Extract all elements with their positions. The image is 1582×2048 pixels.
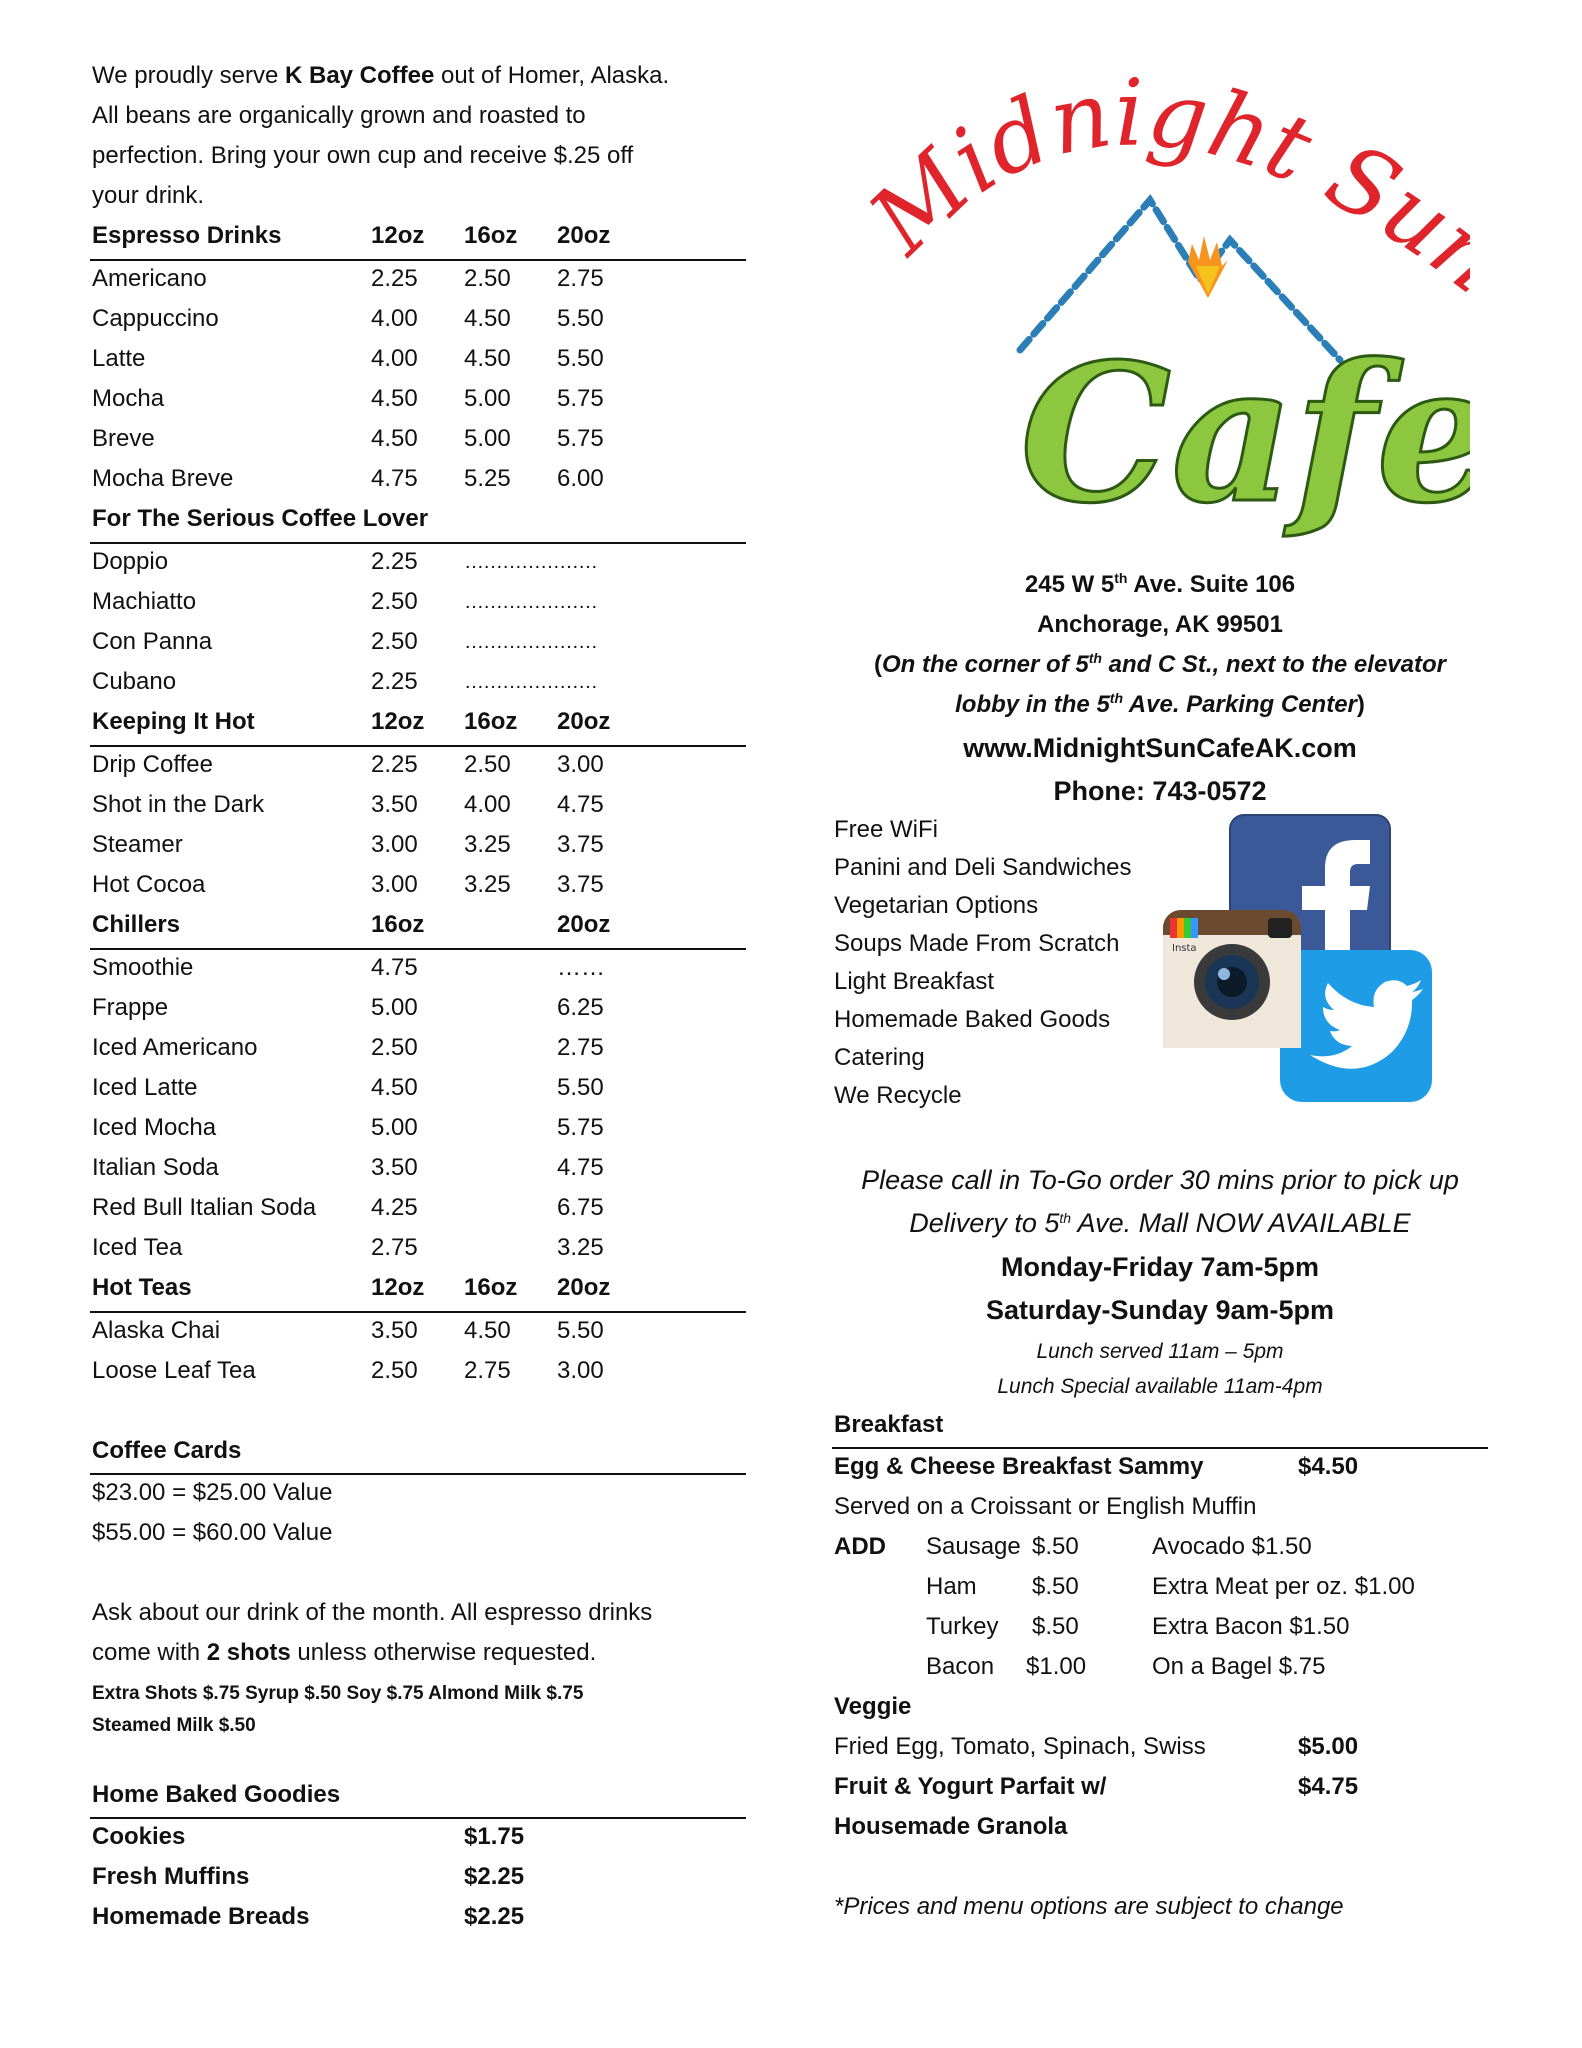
- item-name: Smoothie: [92, 954, 194, 981]
- item-price: 2.75: [371, 1234, 418, 1261]
- item-price: 2.75: [557, 265, 604, 292]
- item-price: 2.25: [371, 548, 418, 575]
- item-price: 4.75: [371, 465, 418, 492]
- extras-line: Extra Shots $.75 Syrup $.50 Soy $.75 Almond Milk $.75: [92, 1683, 584, 1704]
- intro-line-4: your drink.: [92, 182, 205, 209]
- size-header: 16oz: [464, 708, 518, 735]
- item-price: 5.00: [371, 994, 418, 1021]
- phone-number: Phone: 743-0572: [1053, 776, 1267, 806]
- item-name: Latte: [92, 345, 146, 372]
- item-price: 4.00: [371, 305, 418, 332]
- item-price: 2.75: [464, 1357, 511, 1384]
- item-price: 5.50: [557, 345, 604, 372]
- item-price: 3.00: [557, 1357, 604, 1384]
- size-header: 12oz: [371, 222, 425, 249]
- item-price: 3.50: [371, 1154, 418, 1181]
- lunch-special: Lunch Special available 11am-4pm: [997, 1375, 1323, 1398]
- note-line: Ask about our drink of the month. All espresso drinks: [92, 1599, 653, 1626]
- item-price: 5.00: [371, 1114, 418, 1141]
- card-offer: $55.00 = $60.00 Value: [92, 1519, 333, 1546]
- dot-leader: …………………: [464, 671, 597, 693]
- item-price: 2.50: [464, 265, 511, 292]
- intro-line-1: We proudly serve K Bay Coffee out of Homer, Alaska.: [92, 62, 670, 89]
- item-price: $2.25: [464, 1863, 525, 1890]
- section-divider: [832, 1447, 1488, 1449]
- item-name: Iced Latte: [92, 1074, 198, 1101]
- extras-line: Steamed Milk $.50: [92, 1715, 256, 1736]
- intro-line-2: All beans are organically grown and roasted to: [92, 102, 586, 129]
- size-header: 20oz: [557, 1274, 611, 1301]
- section-divider: [90, 1473, 746, 1475]
- item-price: $4.75: [1298, 1773, 1359, 1800]
- size-header: 16oz: [464, 222, 518, 249]
- item-name: Fruit & Yogurt Parfait w/: [834, 1773, 1107, 1800]
- add-label: ADD: [834, 1533, 886, 1560]
- item-name: Steamer: [92, 831, 183, 858]
- item-name: Cappuccino: [92, 305, 219, 332]
- item-name-cont: Housemade Granola: [834, 1813, 1068, 1840]
- item-name: Loose Leaf Tea: [92, 1357, 256, 1384]
- section-divider: [90, 542, 746, 544]
- item-price: 3.00: [371, 831, 418, 858]
- logo-wordmark-cafe: Cafe: [1020, 322, 1470, 545]
- item-name: Iced Tea: [92, 1234, 183, 1261]
- section-title: Chillers: [92, 911, 181, 938]
- dot-leader: …………………: [464, 631, 597, 653]
- feature-item: Vegetarian Options: [834, 892, 1039, 919]
- intro-line-3: perfection. Bring your own cup and receive $.25 off: [92, 142, 634, 169]
- item-price: 4.75: [557, 1154, 604, 1181]
- item-name: Frappe: [92, 994, 169, 1021]
- item-name: Mocha: [92, 385, 165, 412]
- card-offer: $23.00 = $25.00 Value: [92, 1479, 333, 1506]
- lunch-hours: Lunch served 11am – 5pm: [1036, 1340, 1284, 1363]
- section-title: Hot Teas: [92, 1274, 192, 1301]
- item-name: Cookies: [92, 1823, 186, 1850]
- item-name: Machiatto: [92, 588, 197, 615]
- website-link[interactable]: www.MidnightSunCafeAK.com: [963, 733, 1357, 763]
- item-name: Homemade Breads: [92, 1903, 310, 1930]
- item-price: 3.00: [371, 871, 418, 898]
- dot-leader: …………………: [464, 591, 597, 613]
- addon-name: Bacon: [926, 1653, 995, 1680]
- item-name: Italian Soda: [92, 1154, 219, 1181]
- price-disclaimer: *Prices and menu options are subject to change: [834, 1893, 1344, 1920]
- item-name: Americano: [92, 265, 207, 292]
- item-name: Shot in the Dark: [92, 791, 265, 818]
- size-header: 20oz: [557, 708, 611, 735]
- addon-price: $.50: [1032, 1613, 1079, 1640]
- address-line-3: (On the corner of 5th and C St., next to the elevator: [874, 650, 1446, 678]
- section-divider: [90, 259, 746, 261]
- item-price: 4.50: [371, 385, 418, 412]
- item-price: 5.50: [557, 1074, 604, 1101]
- item-price: 3.75: [557, 871, 604, 898]
- size-header: 20oz: [557, 222, 611, 249]
- addon-name: Turkey: [926, 1613, 999, 1640]
- item-name: Iced Americano: [92, 1034, 258, 1061]
- item-name: Drip Coffee: [92, 751, 213, 778]
- item-price: 5.00: [464, 385, 511, 412]
- item-price: 4.50: [464, 345, 511, 372]
- feature-item: Light Breakfast: [834, 968, 995, 995]
- item-price: 4.25: [371, 1194, 418, 1221]
- item-price: 5.50: [557, 1317, 604, 1344]
- item-price: 2.25: [371, 265, 418, 292]
- note-line: come with 2 shots unless otherwise requested.: [92, 1639, 597, 1666]
- dot-leader: …………………: [464, 551, 597, 573]
- item-name: Breve: [92, 425, 155, 452]
- item-price: $2.25: [464, 1903, 525, 1930]
- item-price: 2.50: [371, 628, 418, 655]
- item-name: Doppio: [92, 548, 169, 575]
- item-price: 5.00: [464, 425, 511, 452]
- size-header: 16oz: [371, 911, 425, 938]
- item-price: $1.75: [464, 1823, 525, 1850]
- item-price: ……: [557, 954, 605, 981]
- logo-wordmark-midnight-sun: idnight Su: [932, 59, 1470, 279]
- logo-graphic: [870, 30, 1470, 560]
- size-header: 20oz: [557, 911, 611, 938]
- item-price: 4.50: [371, 1074, 418, 1101]
- sun-graphic: [1188, 236, 1228, 298]
- item-price: 5.25: [464, 465, 511, 492]
- social-icons: [1160, 810, 1440, 1110]
- item-price: 3.25: [557, 1234, 604, 1261]
- item-price: 4.50: [371, 425, 418, 452]
- item-price: 4.50: [464, 1317, 511, 1344]
- addon-name: Sausage: [926, 1533, 1021, 1560]
- item-price: 2.50: [371, 1034, 418, 1061]
- section-title: Home Baked Goodies: [92, 1781, 341, 1808]
- section-divider: [90, 745, 746, 747]
- item-name: Iced Mocha: [92, 1114, 217, 1141]
- item-price: 4.75: [557, 791, 604, 818]
- item-price: 4.50: [464, 305, 511, 332]
- addon-price: $1.00: [1026, 1653, 1087, 1680]
- item-price: 5.50: [557, 305, 604, 332]
- item-price: 5.75: [557, 1114, 604, 1141]
- item-name: Red Bull Italian Soda: [92, 1194, 317, 1221]
- item-price: 5.75: [557, 425, 604, 452]
- item-price: 6.75: [557, 1194, 604, 1221]
- item-price: 2.50: [371, 1357, 418, 1384]
- item-name: Hot Cocoa: [92, 871, 206, 898]
- item-price: 2.75: [557, 1034, 604, 1061]
- brand-name: K Bay Coffee: [284, 62, 435, 89]
- hours-weekend: Saturday-Sunday 9am-5pm: [985, 1295, 1335, 1325]
- instagram-icon: [1163, 910, 1301, 1048]
- address-line-2: Anchorage, AK 99501: [1037, 611, 1283, 638]
- section-divider: [90, 1817, 746, 1819]
- veggie-title: Veggie: [834, 1693, 912, 1720]
- item-price: 2.50: [464, 751, 511, 778]
- item-price: 3.50: [371, 791, 418, 818]
- item-price: 6.25: [557, 994, 604, 1021]
- item-price: $4.50: [1298, 1453, 1359, 1480]
- feature-item: Homemade Baked Goods: [834, 1006, 1111, 1033]
- item-name: Mocha Breve: [92, 465, 234, 492]
- section-divider: [90, 948, 746, 950]
- addon-price: $.50: [1032, 1573, 1079, 1600]
- section-divider: [90, 1311, 746, 1313]
- item-price: 3.50: [371, 1317, 418, 1344]
- instagram-label: Insta: [1172, 943, 1197, 954]
- item-price: 6.00: [557, 465, 604, 492]
- item-name: Egg & Cheese Breakfast Sammy: [834, 1453, 1204, 1480]
- feature-item: Soups Made From Scratch: [834, 930, 1120, 957]
- item-name: Cubano: [92, 668, 177, 695]
- feature-item: Catering: [834, 1044, 925, 1071]
- address-line-4: lobby in the 5th Ave. Parking Center): [955, 690, 1365, 718]
- section-title: Espresso Drinks: [92, 222, 282, 249]
- item-price: 4.75: [371, 954, 418, 981]
- section-title: Keeping It Hot: [92, 708, 255, 735]
- item-price: $5.00: [1298, 1733, 1359, 1760]
- item-price: 2.50: [371, 588, 418, 615]
- item-price: 3.25: [464, 871, 511, 898]
- size-header: 12oz: [371, 708, 425, 735]
- item-description: Served on a Croissant or English Muffin: [834, 1493, 1257, 1520]
- addon-price: $.50: [1032, 1533, 1079, 1560]
- hours-weekday: Monday-Friday 7am-5pm: [1000, 1252, 1320, 1282]
- twitter-icon: [1280, 950, 1432, 1102]
- delivery-notice: Delivery to 5th Ave. Mall NOW AVAILABLE: [909, 1208, 1411, 1238]
- item-name: Alaska Chai: [92, 1317, 221, 1344]
- size-header: 12oz: [371, 1274, 425, 1301]
- item-name: Con Panna: [92, 628, 213, 655]
- feature-item: Panini and Deli Sandwiches: [834, 854, 1132, 881]
- feature-item: We Recycle: [834, 1082, 962, 1109]
- address-line-1: 245 W 5th Ave. Suite 106: [1024, 570, 1296, 598]
- addon-item: Extra Bacon $1.50: [1152, 1613, 1350, 1640]
- item-name: Fried Egg, Tomato, Spinach, Swiss: [834, 1733, 1206, 1760]
- cafe-logo: [870, 30, 1470, 560]
- item-price: 3.00: [557, 751, 604, 778]
- item-price: 4.00: [464, 791, 511, 818]
- item-price: 3.75: [557, 831, 604, 858]
- section-title: For The Serious Coffee Lover: [92, 505, 429, 532]
- section-title: Breakfast: [834, 1411, 944, 1438]
- item-price: 3.25: [464, 831, 511, 858]
- feature-item: Free WiFi: [834, 816, 938, 843]
- section-title: Coffee Cards: [92, 1437, 242, 1464]
- addon-item: Extra Meat per oz. $1.00: [1152, 1573, 1415, 1600]
- togo-notice: Please call in To-Go order 30 mins prior to pick up: [861, 1165, 1459, 1195]
- addon-name: Ham: [926, 1573, 977, 1600]
- item-price: 2.25: [371, 668, 418, 695]
- addon-item: Avocado $1.50: [1152, 1533, 1312, 1560]
- item-price: 4.00: [371, 345, 418, 372]
- item-name: Fresh Muffins: [92, 1863, 250, 1890]
- addon-item: On a Bagel $.75: [1152, 1653, 1326, 1680]
- item-price: 2.25: [371, 751, 418, 778]
- item-price: 5.75: [557, 385, 604, 412]
- size-header: 16oz: [464, 1274, 518, 1301]
